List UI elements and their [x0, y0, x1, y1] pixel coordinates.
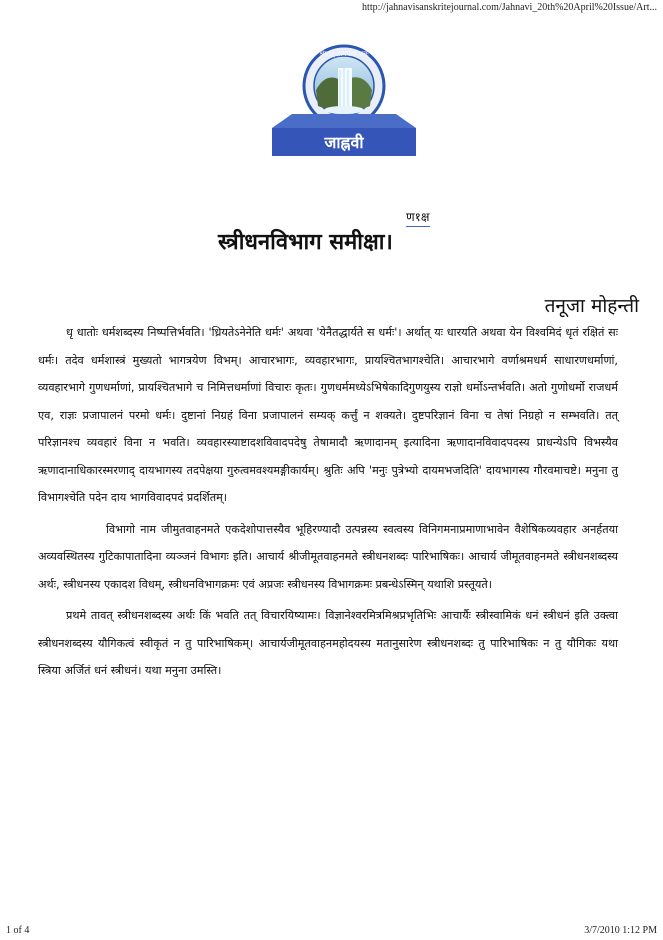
page-url: http://jahnavisanskritejournal.com/Jahnavi_20th%20April%20Issue/Art...	[362, 2, 657, 13]
article-title: स्त्रीधनविभाग समीक्षा।	[218, 230, 393, 255]
paragraph: धृ धातोः धर्मशब्दस्य निष्पत्तिर्भवति। 'ध्रियतेऽनेनेति धर्मः' अथवा 'येनैतद्धार्यते स धर्मः'। अर्थात् यः धारयति अथवा येन विश्वमिदं धृतं रक्षितं सः धर्मः। तदेव धर्मशास्त्रं मुख्यतो भागत्रयेण विभम्। आचारभागः, व्यवहारभागः, प्रायश्चितभागश्चेति। आचारभागे वर्णाश्रमधर्म साधारणधर्माणां, व्यवहारभागे गुणधर्माणां, प्रायश्चितभागे च निमित्तधर्माणां विचारः कृतः। गुणधर्ममध्येऽभिषेकादिगुणयुस्य राज्ञो धर्मोऽन्तर्भवति। अतो गुणोधर्मो राजधर्म एव, राज्ञः प्रजापालनं परमो धर्मः। दुष्टानां निग्रहं विना प्रजापालनं सम्यक् कर्त्तुं न शक्यते। दुष्टपरिज्ञानं विना च तेषां निग्रहो न सम्भवति। तत् परिज्ञानश्च व्यवहारं विना न भवति। व्यवहारस्याष्टादशविवादपदेषु तेषामादौ ऋणादानम् इत्यादिना ऋणादानविवादपदस्य प्राधन्येऽपि विभस्यैव ऋणादानाधिकारस्मरणाद् दायभागस्य तदपेक्षया गुरुत्वमवश्यमङ्गीकार्यम्। श्रुतिः अपि 'मनुः पुत्रेभ्यो दायमभजदिति' दायभागस्य गौरवमाचष्टे। मनुना तु विभागश्चेति पदेन दाय भागविवादपदं प्रदर्शितम्।	[38, 326, 618, 504]
page-counter: 1 of 4	[6, 925, 30, 936]
author-name: तनूजा मोहन्ती	[544, 295, 639, 317]
paragraph: प्रथमे तावत् स्त्रीधनशब्दस्य अर्थः किं भवति तत् विचारयिष्यामः। विज्ञानेश्वरमित्रमिश्रप्रभृतिभिः आचार्यैः स्त्रीस्वामिकं धनं स्त्रीधनं इति उक्त्वा स्त्रीधनशब्दस्य यौगिकत्वं स्वीकृतं न तु पारिभाषिकम्। आचार्यजीमूतवाहनमहोदयस्य मतानुसारेण स्त्रीधनशब्दः तु पारिभाषिकः न तु यौगिकः यथा स्त्रिया अर्जितं धनं स्त्रीधनं। यथा मनुना उमस्ति।	[38, 609, 618, 677]
logo-name: जाह्नवी	[324, 133, 364, 152]
print-datetime: 3/7/2010 1:12 PM	[584, 925, 657, 936]
journal-logo	[270, 44, 418, 158]
article-body	[38, 319, 618, 685]
footnote-mark[interactable]: ण१क्ष	[406, 208, 430, 227]
paragraph: विभागो नाम जीमुतवाहनमते एकदेशोपात्तस्यैव भूहिरण्यादौ उत्पन्नस्य स्वत्वस्य विनिगमनाप्रमाणाभावेन वैशेषिकव्यवहार अनर्हतया अव्यवस्थितस्य गुटिकापातादिना व्यञ्जनं विभागः इति। आचार्य श्रीजीमूतवाहनमते स्त्रीधनशब्दः पारिभाषिकः। आचार्य जीमूतवाहनमते स्त्रीधनशब्दस्य अर्थः, स्त्रीधनस्य एकादश विधम्, स्त्रीधनविभागक्रमः एवं अप्रजः स्त्रीधनस्य विभागक्रमः प्रबन्धेऽस्मिन् यथाशि प्रस्तूयते।	[38, 522, 618, 591]
logo-arc-text: श्रेयान् ज्ञानमयो यज्ञः	[319, 50, 369, 58]
